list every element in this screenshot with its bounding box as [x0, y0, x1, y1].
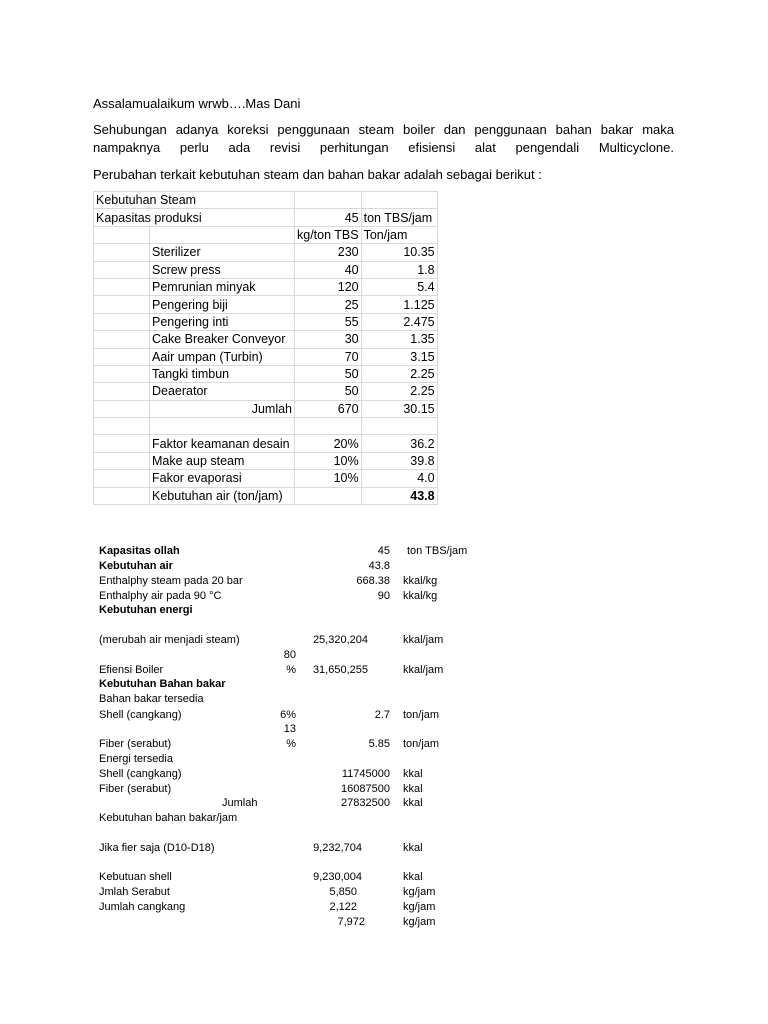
- fiber-energy-label: Fiber (serabut): [99, 783, 172, 795]
- item-ton: 2.25: [361, 383, 437, 400]
- enthalphy-steam-value: 668.38: [356, 575, 390, 587]
- column-header-kg: kg/ton TBS: [295, 226, 362, 243]
- jika-unit: kkal: [403, 842, 423, 854]
- item-kg: 30: [295, 331, 362, 348]
- table-row: [94, 209, 438, 226]
- jumlah-cangkang-unit: kg/jam: [403, 901, 436, 913]
- item-kg: 50: [295, 383, 362, 400]
- efisiensi-value: 31,650,255: [312, 664, 368, 676]
- kapasitas-label: Kapasitas ollah: [99, 545, 180, 557]
- table-row: [94, 278, 438, 295]
- item-kg: 70: [295, 348, 362, 365]
- item-kg: 230: [295, 244, 362, 261]
- water-requirement-value: 43.8: [361, 487, 437, 504]
- water-requirement-label: Kebutuhan air (ton/jam): [150, 487, 295, 504]
- change-paragraph: Perubahan terkait kebutuhan steam dan bahan bakar adalah sebagai berikut :: [93, 167, 542, 182]
- efisiensi-unit: kkal/jam: [403, 664, 444, 676]
- item-name: Pengering inti: [150, 313, 295, 330]
- item-name: Deaerator: [150, 383, 295, 400]
- greeting: Assalamualaikum wrwb….Mas Dani: [93, 96, 301, 111]
- jumlah-unit: kkal: [403, 797, 423, 809]
- table-row: [94, 296, 438, 313]
- item-ton: 10.35: [361, 244, 437, 261]
- fiber-energy-value: 16087500: [341, 783, 390, 795]
- table-title: Kebutuhan Steam: [94, 192, 295, 209]
- table-row: [94, 487, 438, 504]
- item-ton: 5.4: [361, 278, 437, 295]
- efficiency-percent-sign: %: [286, 664, 296, 676]
- factor-value: 4.0: [361, 470, 437, 487]
- factor-name: Faktor keamanan desain: [150, 435, 295, 452]
- fiber-value: 5.85: [368, 738, 390, 750]
- item-name: Sterilizer: [150, 244, 295, 261]
- total-ton: 30.15: [361, 400, 437, 417]
- shell-label: Shell (cangkang): [99, 709, 182, 721]
- item-name: Aair umpan (Turbin): [150, 348, 295, 365]
- jmlah-serabut-unit: kg/jam: [403, 886, 436, 898]
- item-kg: 40: [295, 261, 362, 278]
- kebutuhan-bb-label: Kebutuhan bahan bakar/jam: [99, 812, 238, 824]
- efficiency-percent-number: 80: [283, 649, 296, 661]
- item-ton: 2.25: [361, 365, 437, 382]
- total-fuel-value: 7,972: [337, 916, 365, 928]
- column-header-ton: Ton/jam: [361, 226, 437, 243]
- shell-energy-unit: kkal: [403, 768, 423, 780]
- fiber-label: Fiber (serabut): [99, 738, 172, 750]
- shell-percent: 6%: [280, 709, 296, 721]
- kebutuhan-energi-label: Kebutuhan energi: [99, 604, 193, 616]
- kebutuan-shell-value: 9,230,004: [313, 871, 362, 883]
- merubah-label: (merubah air menjadi steam): [99, 634, 240, 646]
- shell-value: 2.7: [374, 709, 390, 721]
- item-name: Cake Breaker Conveyor: [150, 331, 295, 348]
- enthalphy-air-label: Enthalphy air pada 90 °C: [99, 590, 222, 602]
- table-row: [94, 418, 438, 435]
- fiber-energy-unit: kkal: [403, 783, 423, 795]
- item-kg: 120: [295, 278, 362, 295]
- jmlah-serabut-label: Jmlah Serabut: [99, 886, 170, 898]
- table-row: [94, 331, 438, 348]
- shell-energy-value: 11745000: [341, 768, 390, 780]
- kapasitas-unit: ton TBS/jam: [407, 545, 468, 557]
- item-ton: 1.35: [361, 331, 437, 348]
- kapasitas-value: 45: [377, 545, 390, 557]
- factor-percent: 20%: [295, 435, 362, 452]
- item-kg: 25: [295, 296, 362, 313]
- kebutuhan-air-label: Kebutuhan air: [99, 560, 173, 572]
- jumlah-cangkang-label: Jumlah cangkang: [99, 901, 186, 913]
- bahan-bakar-label: Kebutuhan Bahan bakar: [99, 678, 226, 690]
- jika-label: Jika fier saja (D10-D18): [99, 842, 215, 854]
- jumlah-label: Jumlah: [222, 797, 258, 809]
- efisiensi-label: Efiensi Boiler: [99, 664, 164, 676]
- kebutuhan-air-value: 43.8: [368, 560, 390, 572]
- item-kg: 55: [295, 313, 362, 330]
- factor-percent: 10%: [295, 452, 362, 469]
- enthalphy-steam-label: Enthalphy steam pada 20 bar: [99, 575, 243, 587]
- shell-unit: ton/jam: [403, 709, 440, 721]
- fiber-unit: ton/jam: [403, 738, 440, 750]
- merubah-unit: kkal/jam: [403, 634, 444, 646]
- jmlah-serabut-value: 5,850: [329, 886, 357, 898]
- capacity-unit: ton TBS/jam: [361, 209, 437, 226]
- table-row: [94, 383, 438, 400]
- table-row: [94, 313, 438, 330]
- total-label: Jumlah: [150, 400, 295, 417]
- table-row: [94, 400, 438, 417]
- factor-name: Make aup steam: [150, 452, 295, 469]
- enthalphy-air-unit: kkal/kg: [403, 590, 438, 602]
- item-ton: 1.8: [361, 261, 437, 278]
- steam-requirement-table: [93, 191, 438, 505]
- table-row: [94, 261, 438, 278]
- kebutuan-shell-unit: kkal: [403, 871, 423, 883]
- table-row: [94, 365, 438, 382]
- jumlah-cangkang-value: 2,122: [329, 901, 357, 913]
- energi-tersedia-label: Energi tersedia: [99, 753, 173, 765]
- fiber-percent-number: 13: [283, 723, 296, 735]
- item-kg: 50: [295, 365, 362, 382]
- fiber-percent-sign: %: [286, 738, 296, 750]
- table-row: [94, 348, 438, 365]
- total-fuel-unit: kg/jam: [403, 916, 436, 928]
- capacity-value: 45: [295, 209, 362, 226]
- enthalphy-steam-unit: kkal/kg: [403, 575, 438, 587]
- item-ton: 2.475: [361, 313, 437, 330]
- table-row: [94, 192, 438, 209]
- factor-percent: 10%: [295, 470, 362, 487]
- intro-paragraph: Sehubungan adanya koreksi penggunaan steam boiler dan penggunaan bahan bakar maka nampaknya perlu ada revisi perhitungan efisiensi alat pengendali Multicyclone.: [93, 122, 674, 155]
- jumlah-value: 27832500: [341, 797, 390, 809]
- item-ton: 3.15: [361, 348, 437, 365]
- item-ton: 1.125: [361, 296, 437, 313]
- factor-value: 36.2: [361, 435, 437, 452]
- capacity-label: Kapasitas produksi: [94, 209, 295, 226]
- tersedia-label: Bahan bakar tersedia: [99, 693, 204, 705]
- item-name: Screw press: [150, 261, 295, 278]
- enthalphy-air-value: 90: [377, 590, 390, 602]
- jika-value: 9,232,704: [313, 842, 362, 854]
- item-name: Tangki timbun: [150, 365, 295, 382]
- item-name: Pengering biji: [150, 296, 295, 313]
- merubah-value: 25,320,204: [312, 634, 368, 646]
- factor-name: Fakor evaporasi: [150, 470, 295, 487]
- table-row: [94, 244, 438, 261]
- factor-value: 39.8: [361, 452, 437, 469]
- item-name: Pemrunian minyak: [150, 278, 295, 295]
- table-row: [94, 226, 438, 243]
- table-row: [94, 452, 438, 469]
- total-kg: 670: [295, 400, 362, 417]
- shell-energy-label: Shell (cangkang): [99, 768, 182, 780]
- table-row: [94, 435, 438, 452]
- kebutuan-shell-label: Kebutuan shell: [99, 871, 172, 883]
- table-row: [94, 470, 438, 487]
